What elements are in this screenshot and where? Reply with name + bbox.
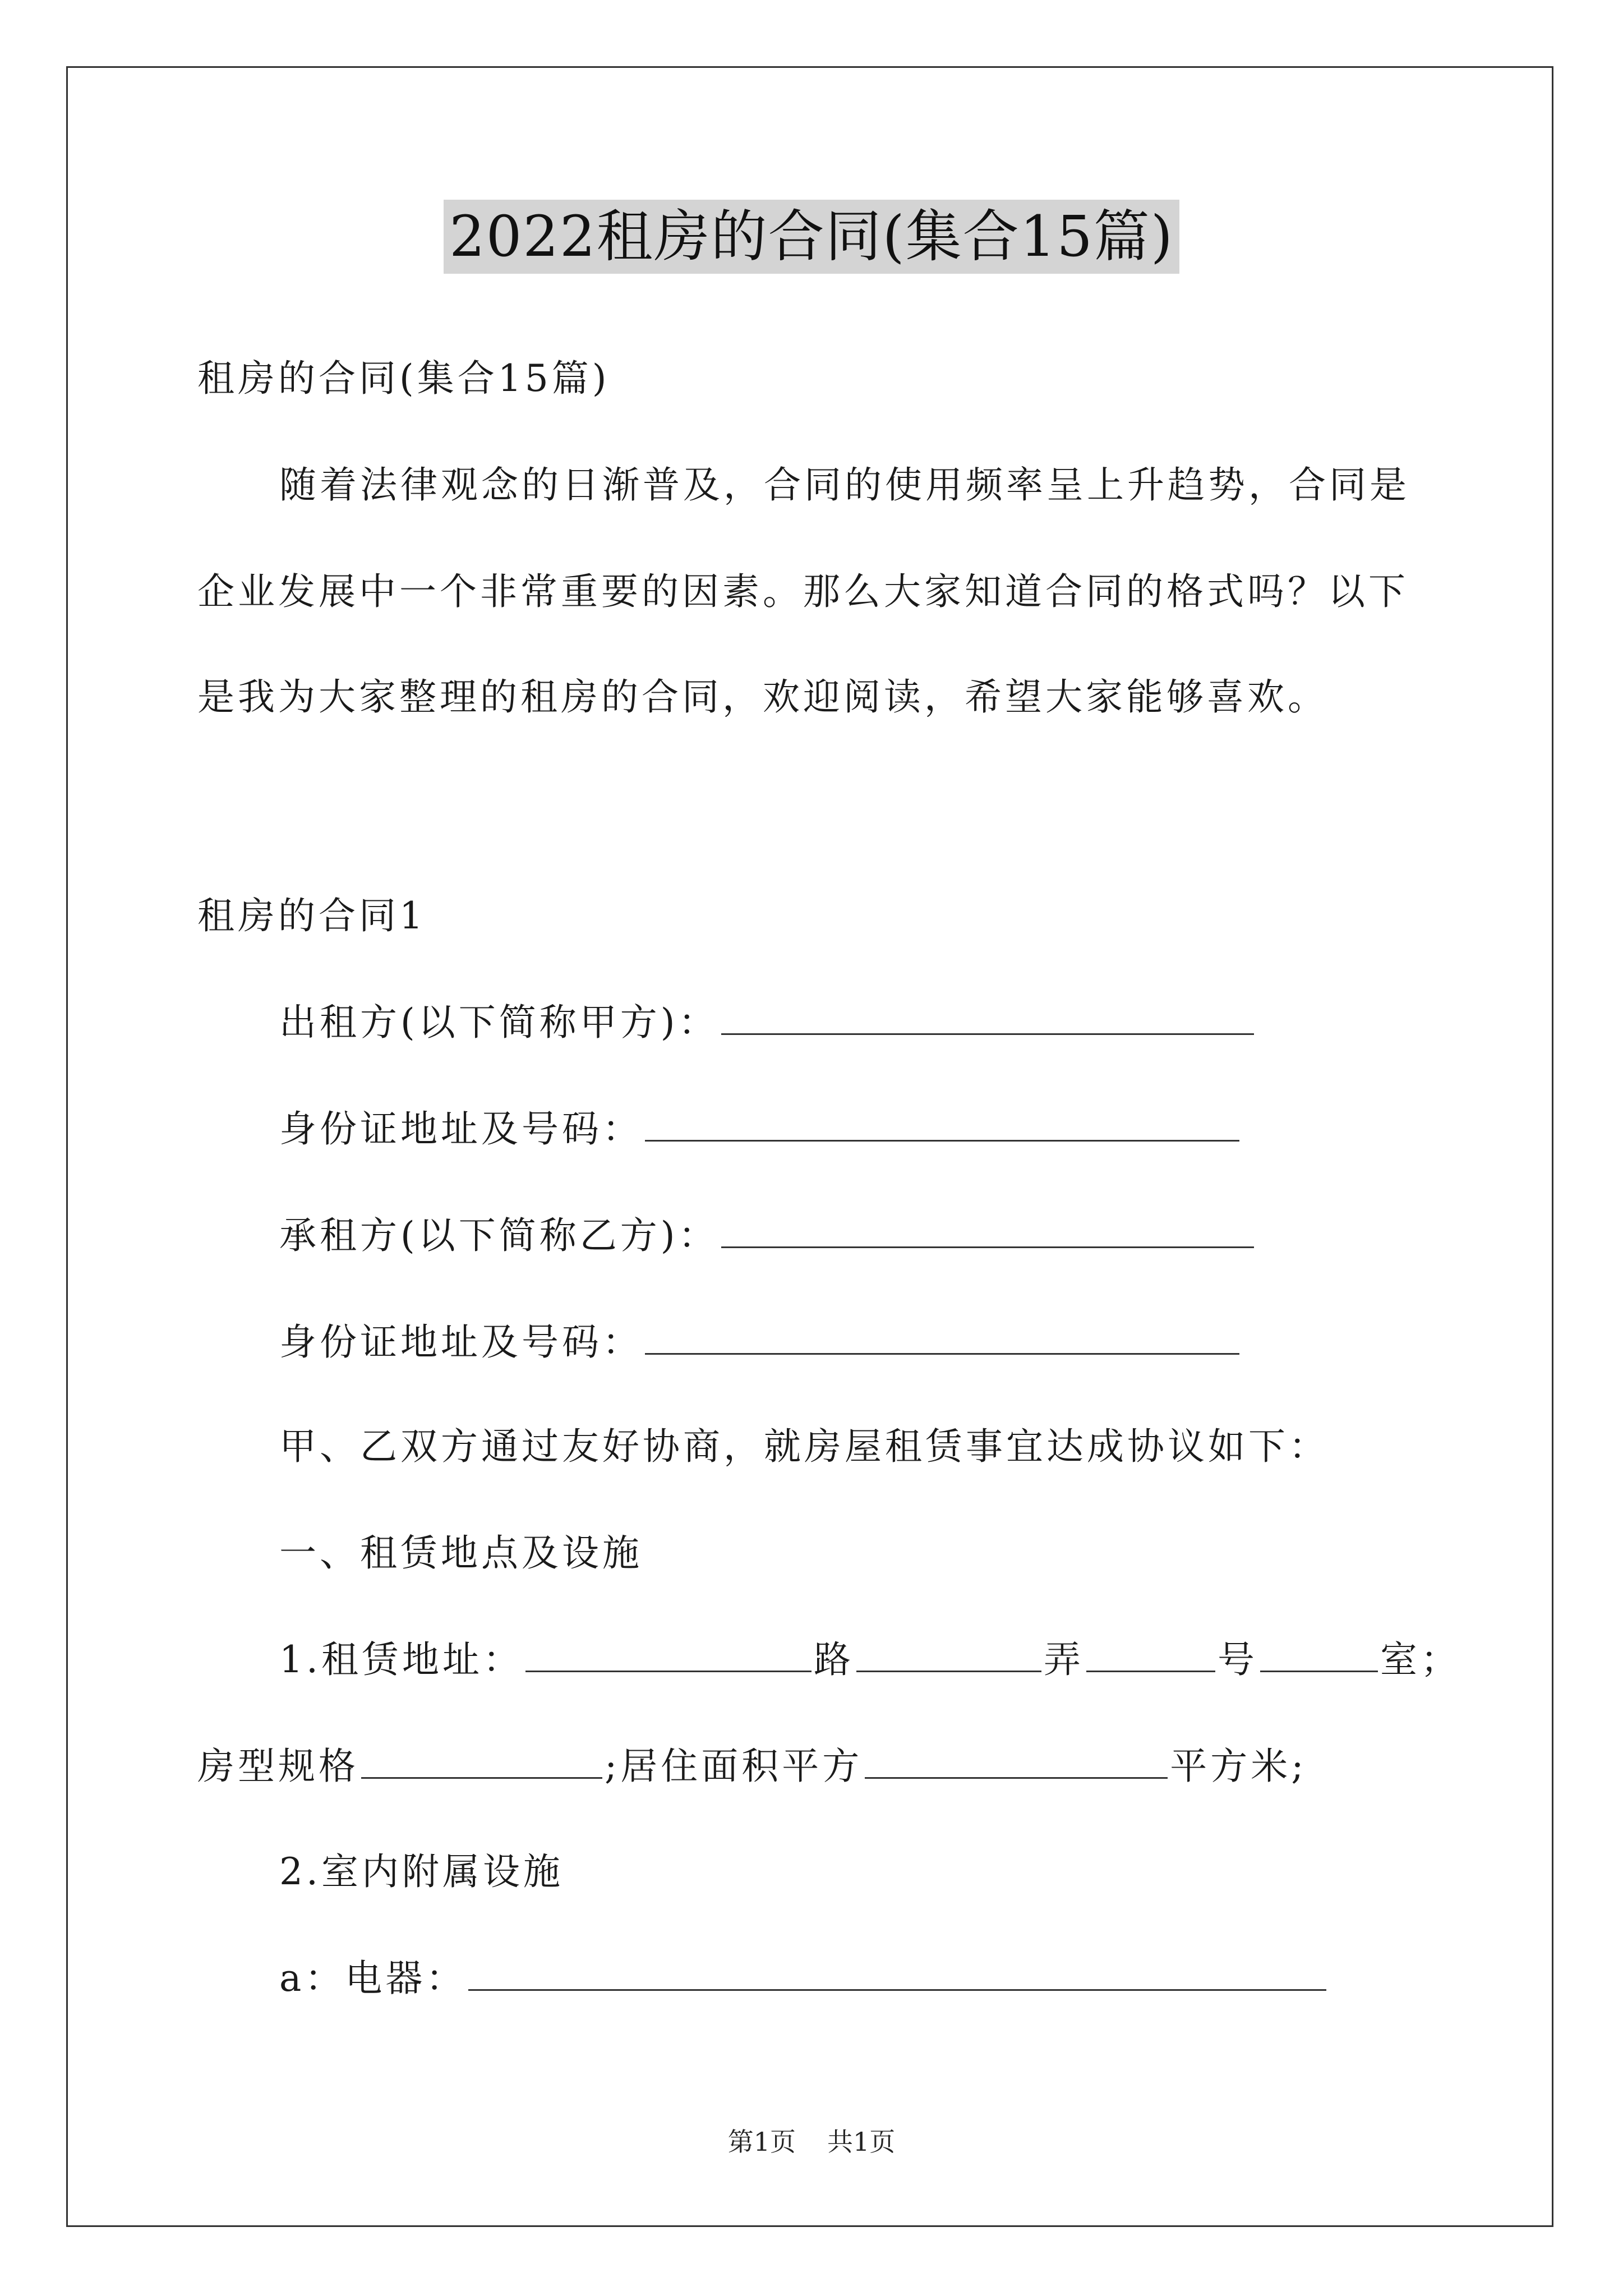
facilities-heading: 2.室内附属设施 bbox=[279, 1850, 564, 1893]
lessee-id-blank[interactable] bbox=[645, 1316, 1239, 1355]
lessee-row bbox=[279, 1209, 1256, 1261]
lessor-label: 出租方(以下简称甲方)： bbox=[279, 1001, 719, 1044]
lessee-blank[interactable] bbox=[721, 1209, 1254, 1248]
area-label: ;居住面积平方 bbox=[605, 1745, 863, 1788]
lessor-id-label: 身份证地址及号码： bbox=[279, 1107, 643, 1151]
area-blank[interactable] bbox=[865, 1740, 1168, 1779]
lessor-id-row bbox=[279, 1103, 1242, 1154]
page-number: 第1页 bbox=[727, 2127, 796, 2157]
room-spec-label: 房型规格 bbox=[197, 1745, 359, 1788]
appliances-label: a：电器： bbox=[279, 1957, 467, 2000]
area-unit: 平方米; bbox=[1170, 1745, 1307, 1788]
appliances-blank[interactable] bbox=[468, 1952, 1326, 1991]
page-total: 共1页 bbox=[827, 2127, 896, 2157]
road-blank[interactable] bbox=[525, 1634, 811, 1672]
section-heading: 租房的合同1 bbox=[197, 894, 426, 937]
agreement-line: 甲、乙双方通过友好协商，就房屋租赁事宜达成协议如下： bbox=[279, 1425, 1329, 1468]
document-subtitle: 租房的合同(集合15篇) bbox=[197, 357, 610, 400]
lessor-id-blank[interactable] bbox=[645, 1103, 1239, 1142]
number-label: 号 bbox=[1217, 1638, 1258, 1681]
title-container bbox=[0, 200, 1623, 274]
intro-line-2: 企业发展中一个非常重要的因素。那么大家知道合同的格式吗？以下 bbox=[197, 570, 1409, 613]
lessee-label: 承租方(以下简称乙方)： bbox=[279, 1214, 719, 1257]
address-label: 1.租赁地址： bbox=[279, 1638, 523, 1681]
page-footer bbox=[0, 2125, 1623, 2159]
lessee-id-label: 身份证地址及号码： bbox=[279, 1320, 643, 1364]
appliances-row bbox=[279, 1952, 1329, 2004]
number-blank[interactable] bbox=[1086, 1634, 1215, 1672]
intro-line-1: 随着法律观念的日渐普及，合同的使用频率呈上升趋势，合同是 bbox=[279, 463, 1410, 507]
intro-line-3: 是我为大家整理的租房的合同，欢迎阅读，希望大家能够喜欢。 bbox=[197, 675, 1328, 719]
lane-blank[interactable] bbox=[856, 1634, 1041, 1672]
road-label: 路 bbox=[813, 1638, 854, 1681]
room-spec-blank[interactable] bbox=[361, 1740, 602, 1779]
lessee-id-row bbox=[279, 1316, 1242, 1368]
clause-1-heading: 一、租赁地点及设施 bbox=[279, 1531, 643, 1575]
lessor-row bbox=[279, 996, 1256, 1048]
lane-label: 弄 bbox=[1043, 1638, 1084, 1681]
document-title: 2022租房的合同(集合15篇) bbox=[444, 200, 1179, 274]
address-row bbox=[279, 1634, 1461, 1685]
room-spec-row bbox=[197, 1740, 1307, 1792]
room-blank[interactable] bbox=[1260, 1634, 1378, 1672]
lessor-blank[interactable] bbox=[721, 996, 1254, 1035]
room-label: 室； bbox=[1380, 1638, 1461, 1681]
